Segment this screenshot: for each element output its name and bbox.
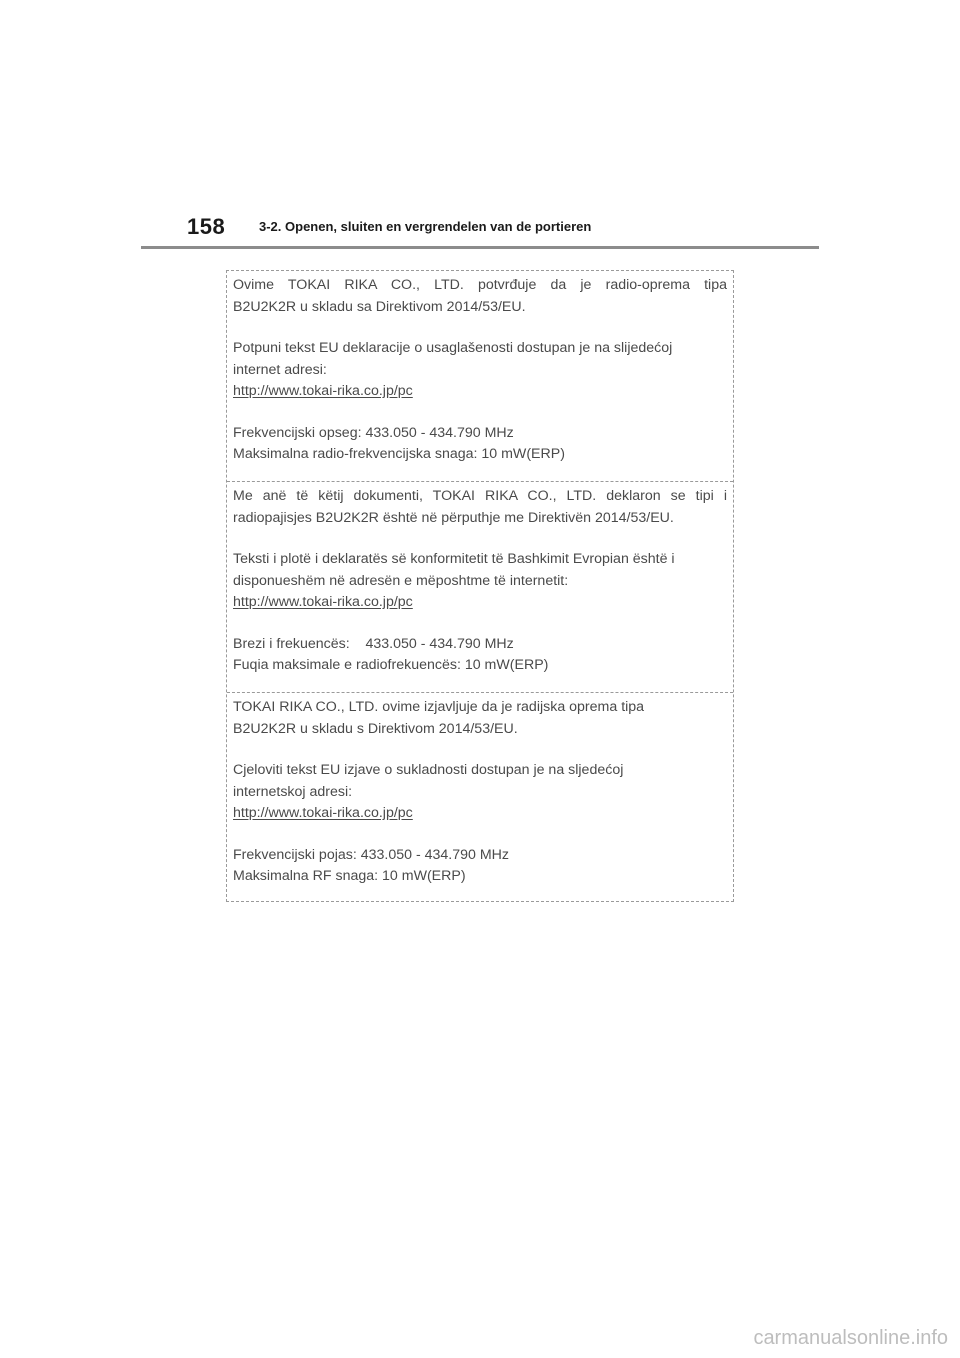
declaration-box — [226, 270, 734, 902]
statement-line: Me anë të këtij dokumenti, TOKAI RIKA CO., LTD. deklaron se tipi i — [233, 488, 727, 504]
statement-line: radiopajisjes B2U2K2R është në përputhje me Direktivën 2014/53/EU. — [233, 509, 674, 526]
declaration-statement — [233, 697, 727, 740]
spec-line: Frekvencijski opseg: 433.050 - 434.790 MHz — [233, 424, 514, 441]
statement-line: TOKAI RIKA CO., LTD. ovime izjavljuje da je radijska oprema tipa — [233, 699, 645, 715]
full-text-notice — [233, 549, 727, 614]
page-number: 158 — [187, 214, 226, 239]
notice-line: Teksti i plotë i deklaratës së konformitetit të Bashkimit Evropian është i — [233, 551, 675, 567]
spec-line: Brezi i frekuencës: 433.050 - 434.790 MHz — [233, 635, 514, 652]
page-header — [141, 210, 819, 249]
declaration-statement — [233, 486, 727, 529]
statement-line: B2U2K2R u skladu sa Direktivom 2014/53/EU. — [233, 298, 526, 315]
notice-line: internetskoj adresi: — [233, 783, 353, 800]
notice-line: internet adresi: — [233, 361, 327, 378]
spec-line: Fuqia maksimale e radiofrekuencës: 10 mW(ERP) — [233, 657, 549, 673]
spec-line: Maksimalna radio-frekvencijska snaga: 10 mW(ERP) — [233, 446, 565, 462]
notice-line: Potpuni tekst EU deklaracije o usaglašenosti dostupan je na slijedećoj — [233, 340, 673, 356]
declaration-url-link[interactable]: http://www.tokai-rika.co.jp/pc — [233, 594, 413, 610]
spec-line: Maksimalna RF snaga: 10 mW(ERP) — [233, 868, 466, 884]
full-text-notice — [233, 338, 727, 403]
declaration-albanian — [227, 482, 733, 693]
declaration-croatian — [227, 693, 733, 901]
statement-line: B2U2K2R u skladu s Direktivom 2014/53/EU. — [233, 720, 518, 737]
site-watermark: carmanualsonline.info — [753, 1327, 948, 1349]
declaration-bosnian — [227, 271, 733, 482]
section-title: 3-2. Openen, sluiten en vergrendelen van de portieren — [259, 219, 592, 234]
radio-specs — [233, 423, 727, 466]
full-text-notice — [233, 760, 727, 825]
radio-specs — [233, 845, 727, 888]
radio-specs — [233, 634, 727, 677]
notice-line: disponueshëm në adresën e mëposhtme të internetit: — [233, 572, 569, 589]
notice-line: Cjeloviti tekst EU izjave o sukladnosti dostupan je na sljedećoj — [233, 762, 624, 778]
declaration-url-link[interactable]: http://www.tokai-rika.co.jp/pc — [233, 383, 413, 399]
spec-line: Frekvencijski pojas: 433.050 - 434.790 MHz — [233, 846, 510, 863]
declaration-url-link[interactable]: http://www.tokai-rika.co.jp/pc — [233, 805, 413, 821]
declaration-statement — [233, 275, 727, 318]
statement-line: Ovime TOKAI RIKA CO., LTD. potvrđuje da je radio-oprema tipa — [233, 277, 727, 293]
